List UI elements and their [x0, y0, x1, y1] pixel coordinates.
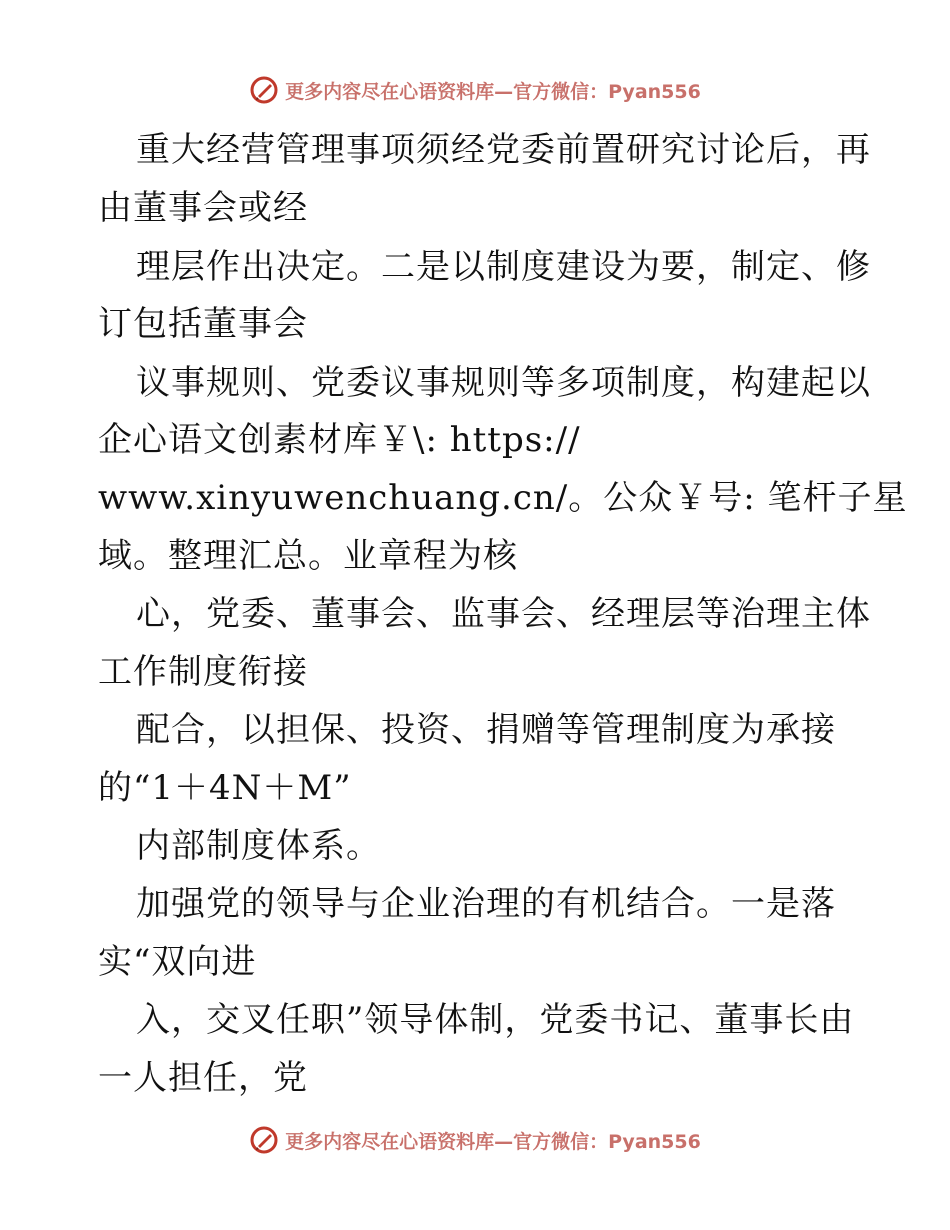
quill-pen-logo-icon	[249, 1125, 279, 1155]
body-line: 企心语文创素材库￥\: https://	[98, 420, 581, 460]
body-line: 配合，以担保、投资、捐赠等管理制度为承接	[136, 710, 836, 750]
body-line: 订包括董事会	[98, 304, 308, 344]
body-line: 议事规则、党委议事规则等多项制度，构建起以	[136, 363, 871, 403]
body-line: 的“1＋4N＋M”	[98, 768, 352, 808]
body-line: 由董事会或经	[98, 188, 308, 228]
body-line: 内部制度体系。	[136, 826, 381, 866]
footer-banner	[0, 1122, 950, 1158]
header-banner	[0, 72, 950, 108]
quill-pen-logo-icon	[249, 75, 279, 105]
body-line: 重大经营管理事项须经党委前置研究讨论后，再	[136, 130, 871, 170]
body-line: 实“双向进	[98, 942, 257, 982]
header-banner-text: 更多内容尽在心语资料库—官方微信：Pyan556	[285, 80, 701, 103]
body-line: 工作制度衔接	[98, 652, 308, 692]
body-line: 理层作出决定。二是以制度建设为要，制定、修	[136, 247, 871, 287]
body-line: 域。整理汇总。业章程为核	[98, 536, 518, 576]
footer-banner-text: 更多内容尽在心语资料库—官方微信：Pyan556	[285, 1130, 701, 1153]
body-line: 心，党委、董事会、监事会、经理层等治理主体	[136, 594, 871, 634]
body-line: www.xinyuwenchuang.cn/。公众￥号: 笔杆子星	[98, 478, 908, 518]
body-line: 入，交叉任职”领导体制，党委书记、董事长由	[136, 1000, 855, 1040]
body-line: 加强党的领导与企业治理的有机结合。一是落	[136, 884, 836, 924]
body-line: 一人担任，党	[98, 1058, 308, 1098]
